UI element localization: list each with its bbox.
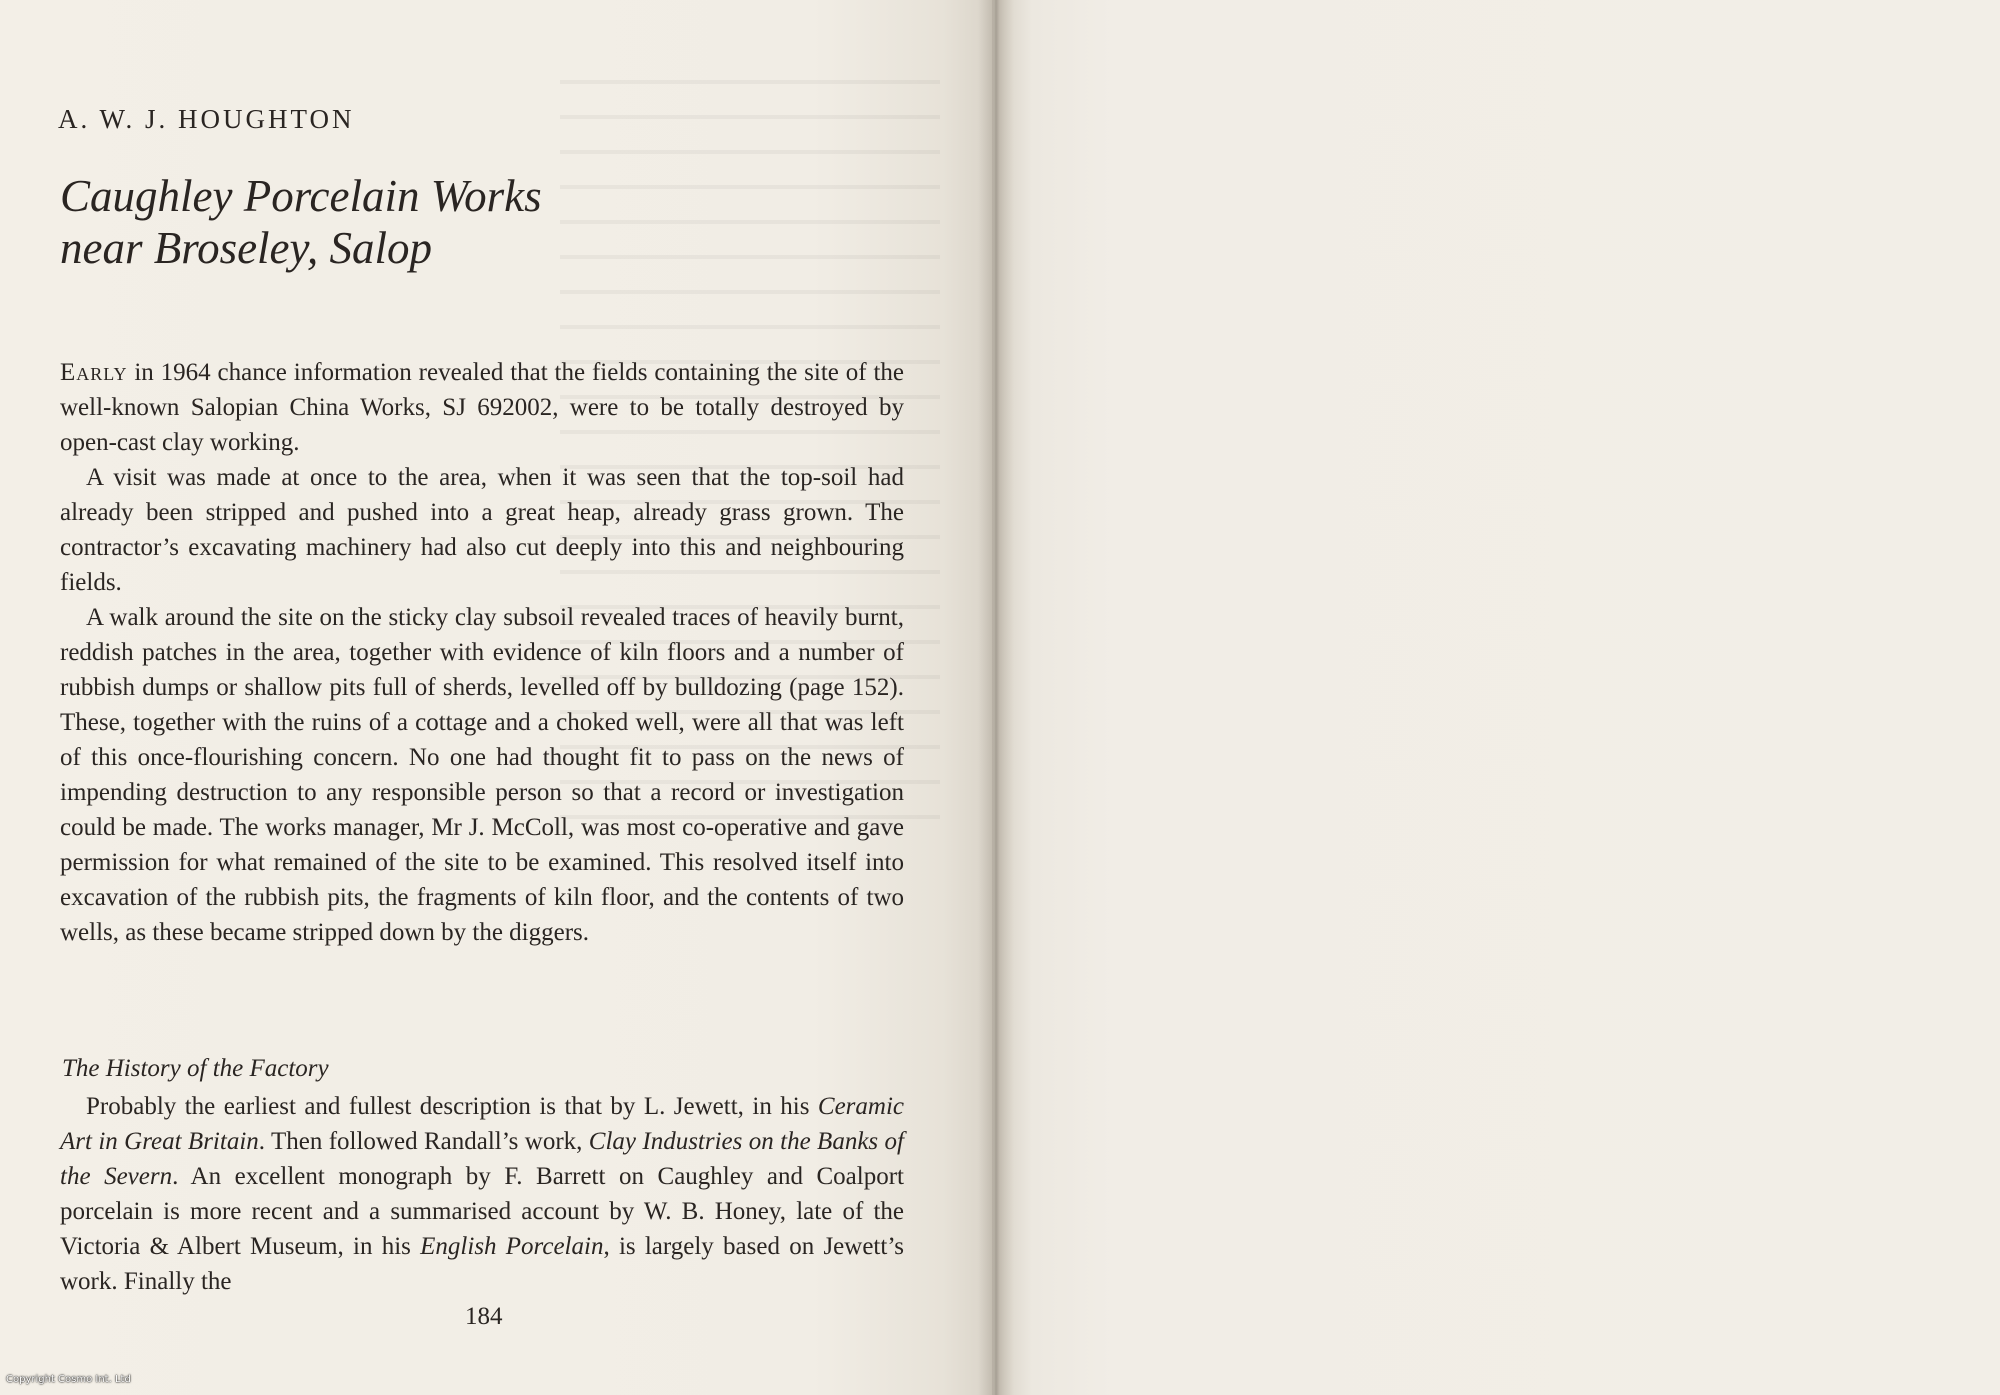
paragraph-1: Early in 1964 chance information revealed that the fields containing the site of the well-known Salopian China Works, SJ 692002, were to be totally destroyed by open-cast clay working. [60, 359, 904, 456]
paragraph-3: A walk around the site on the sticky clay subsoil revealed traces of heavily burnt, reddish patches in the area, together with evidence of kiln floors and a number of rubbish dumps or shallow pits full of sherds, levelled off by bulldozing (page 152). These, together with the ruins of a cottage and a choked well, were all that was left of this once-flourishing concern. No one had thought fit to pass on the news of impending destruction to any responsible person so that a record or investigation could be made. The works manager, Mr J. McColl, was most co-operative and gave permission for what remained of the site to be examined. This resolved itself into excavation of the rubbish pits, the fragments of kiln floor, and the contents of two wells, as these became stripped down by the diggers. [60, 604, 904, 946]
page-number-left: 184 [465, 1303, 503, 1330]
section-heading: The History of the Factory [62, 1055, 329, 1082]
author-name: A. W. J. HOUGHTON [58, 104, 355, 134]
left-page [0, 0, 992, 1395]
copyright-watermark: Copyright Cosmo Int. Ltd [6, 1374, 131, 1385]
history-text [60, 1089, 904, 1299]
intro-text [60, 355, 904, 950]
drop-word: Early [60, 359, 128, 386]
title-line-1: Caughley Porcelain Works [60, 171, 542, 221]
book-title: English Porcelain [420, 1233, 604, 1260]
book-title: Clay Industries on the Banks of the Severn [60, 1128, 904, 1190]
book-title: Ceramic Art in Great Britain [60, 1093, 904, 1155]
article-title [60, 170, 542, 274]
book-gutter [978, 0, 1014, 1395]
right-page [992, 0, 2000, 1395]
paragraph-2: A visit was made at once to the area, when it was seen that the top-soil had already been stripped and pushed into a great heap, already grass grown. The contractor’s excavating machinery had also cut deeply into this and neighbouring fields. [60, 464, 904, 596]
paragraph-4: Probably the earliest and fullest description is that by L. Jewett, in his Ceramic Art in Great Britain. Then followed Randall’s work, Clay Industries on the Banks of the Severn. An excellent monograph by F. Barrett on Caughley and Coalport porcelain is more recent and a summarised account by W. B. Honey, late of the Victoria & Albert Museum, in his English Porcelain, is largely based on Jewett’s work. Finally the [60, 1093, 904, 1295]
title-line-2: near Broseley, Salop [60, 223, 433, 273]
